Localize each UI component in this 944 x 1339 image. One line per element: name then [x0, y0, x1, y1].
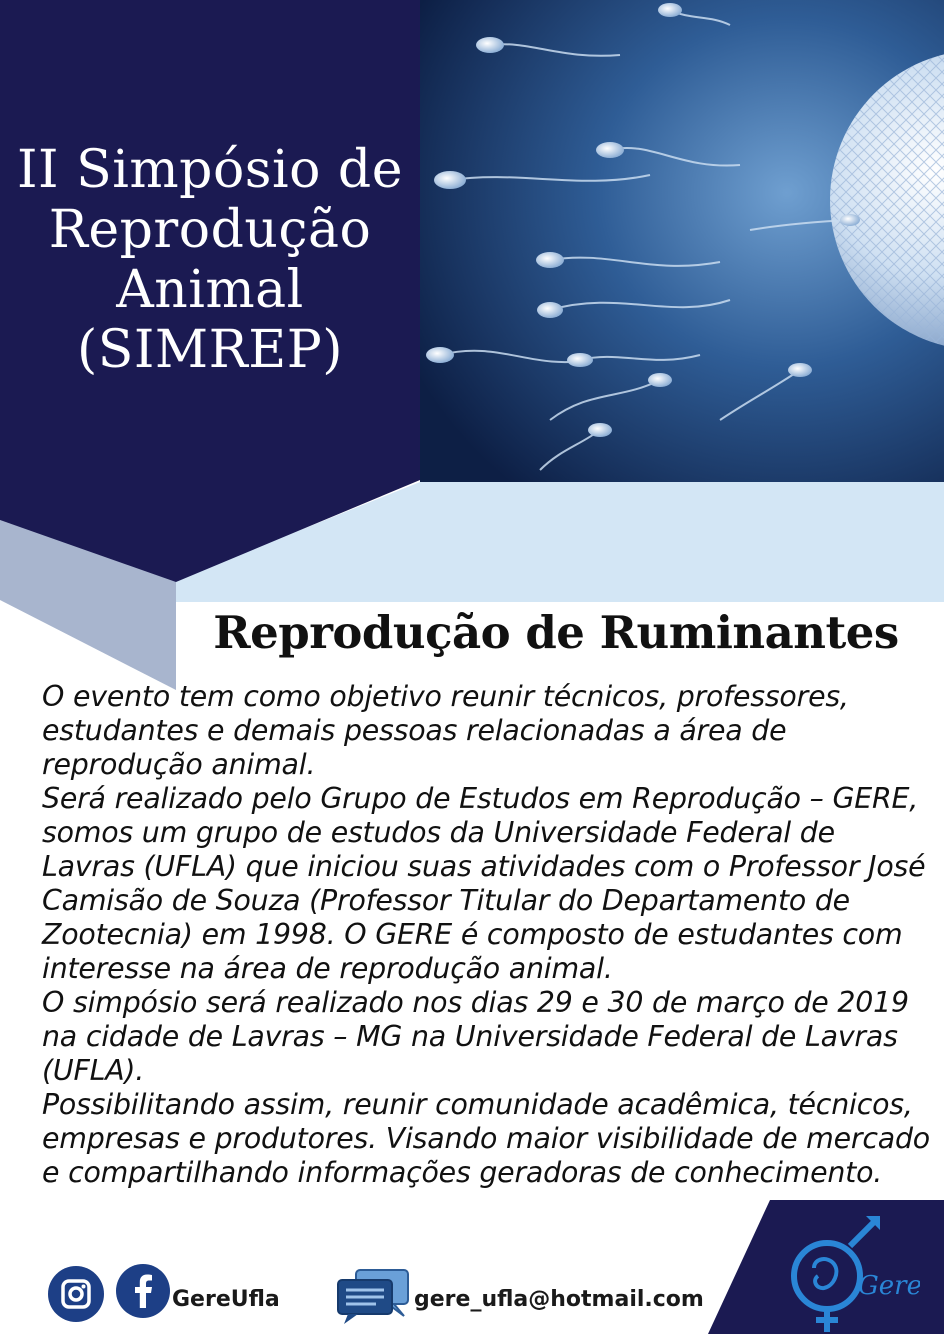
title-line-2: Reprodução — [48, 200, 372, 260]
gere-logo — [780, 1210, 920, 1334]
section-heading: Reprodução de Ruminantes — [213, 606, 899, 659]
title-line-1: II Simpósio de — [17, 140, 403, 200]
logo-text: Gere — [858, 1271, 920, 1301]
paragraph-purpose: Possibilitando assim, reunir comunidade acadêmica, técnicos, empresas e produtores. Visando maior visibilidade de mercado e compartilhando informações geradoras de conhecimento. — [42, 1088, 930, 1189]
contact-email[interactable]: gere_ufla@hotmail.com — [414, 1287, 704, 1312]
paragraph-objective: O evento tem como objetivo reunir técnicos, professores, estudantes e demais pessoas relacionadas a área de reprodução animal. — [42, 680, 849, 781]
paragraph-dates: O simpósio será realizado nos dias 29 e 30 de março de 2019 na cidade de Lavras – MG na Universidade Federal de Lavras (UFLA). — [42, 986, 909, 1087]
chat-bubbles-icon — [334, 1266, 412, 1324]
event-title — [0, 140, 420, 380]
event-description — [42, 680, 934, 1190]
facebook-icon[interactable] — [116, 1264, 170, 1318]
title-line-3: Animal — [116, 260, 304, 320]
instagram-icon[interactable] — [48, 1266, 104, 1322]
social-handle[interactable]: GereUfla — [172, 1287, 280, 1312]
title-line-4: (SIMREP) — [76, 320, 344, 380]
sperm-egg-illustration — [420, 0, 944, 482]
paragraph-organizer: Será realizado pelo Grupo de Estudos em Reprodução – GERE, somos um grupo de estudos da Universidade Federal de Lavras (UFLA) que iniciou suas atividades com o Professor José Camisão de Souza (Professor Titular do Departamento de Zootecnia) em 1998. O GERE é composto de estudantes com interesse na área de reprodução animal. — [42, 782, 926, 985]
